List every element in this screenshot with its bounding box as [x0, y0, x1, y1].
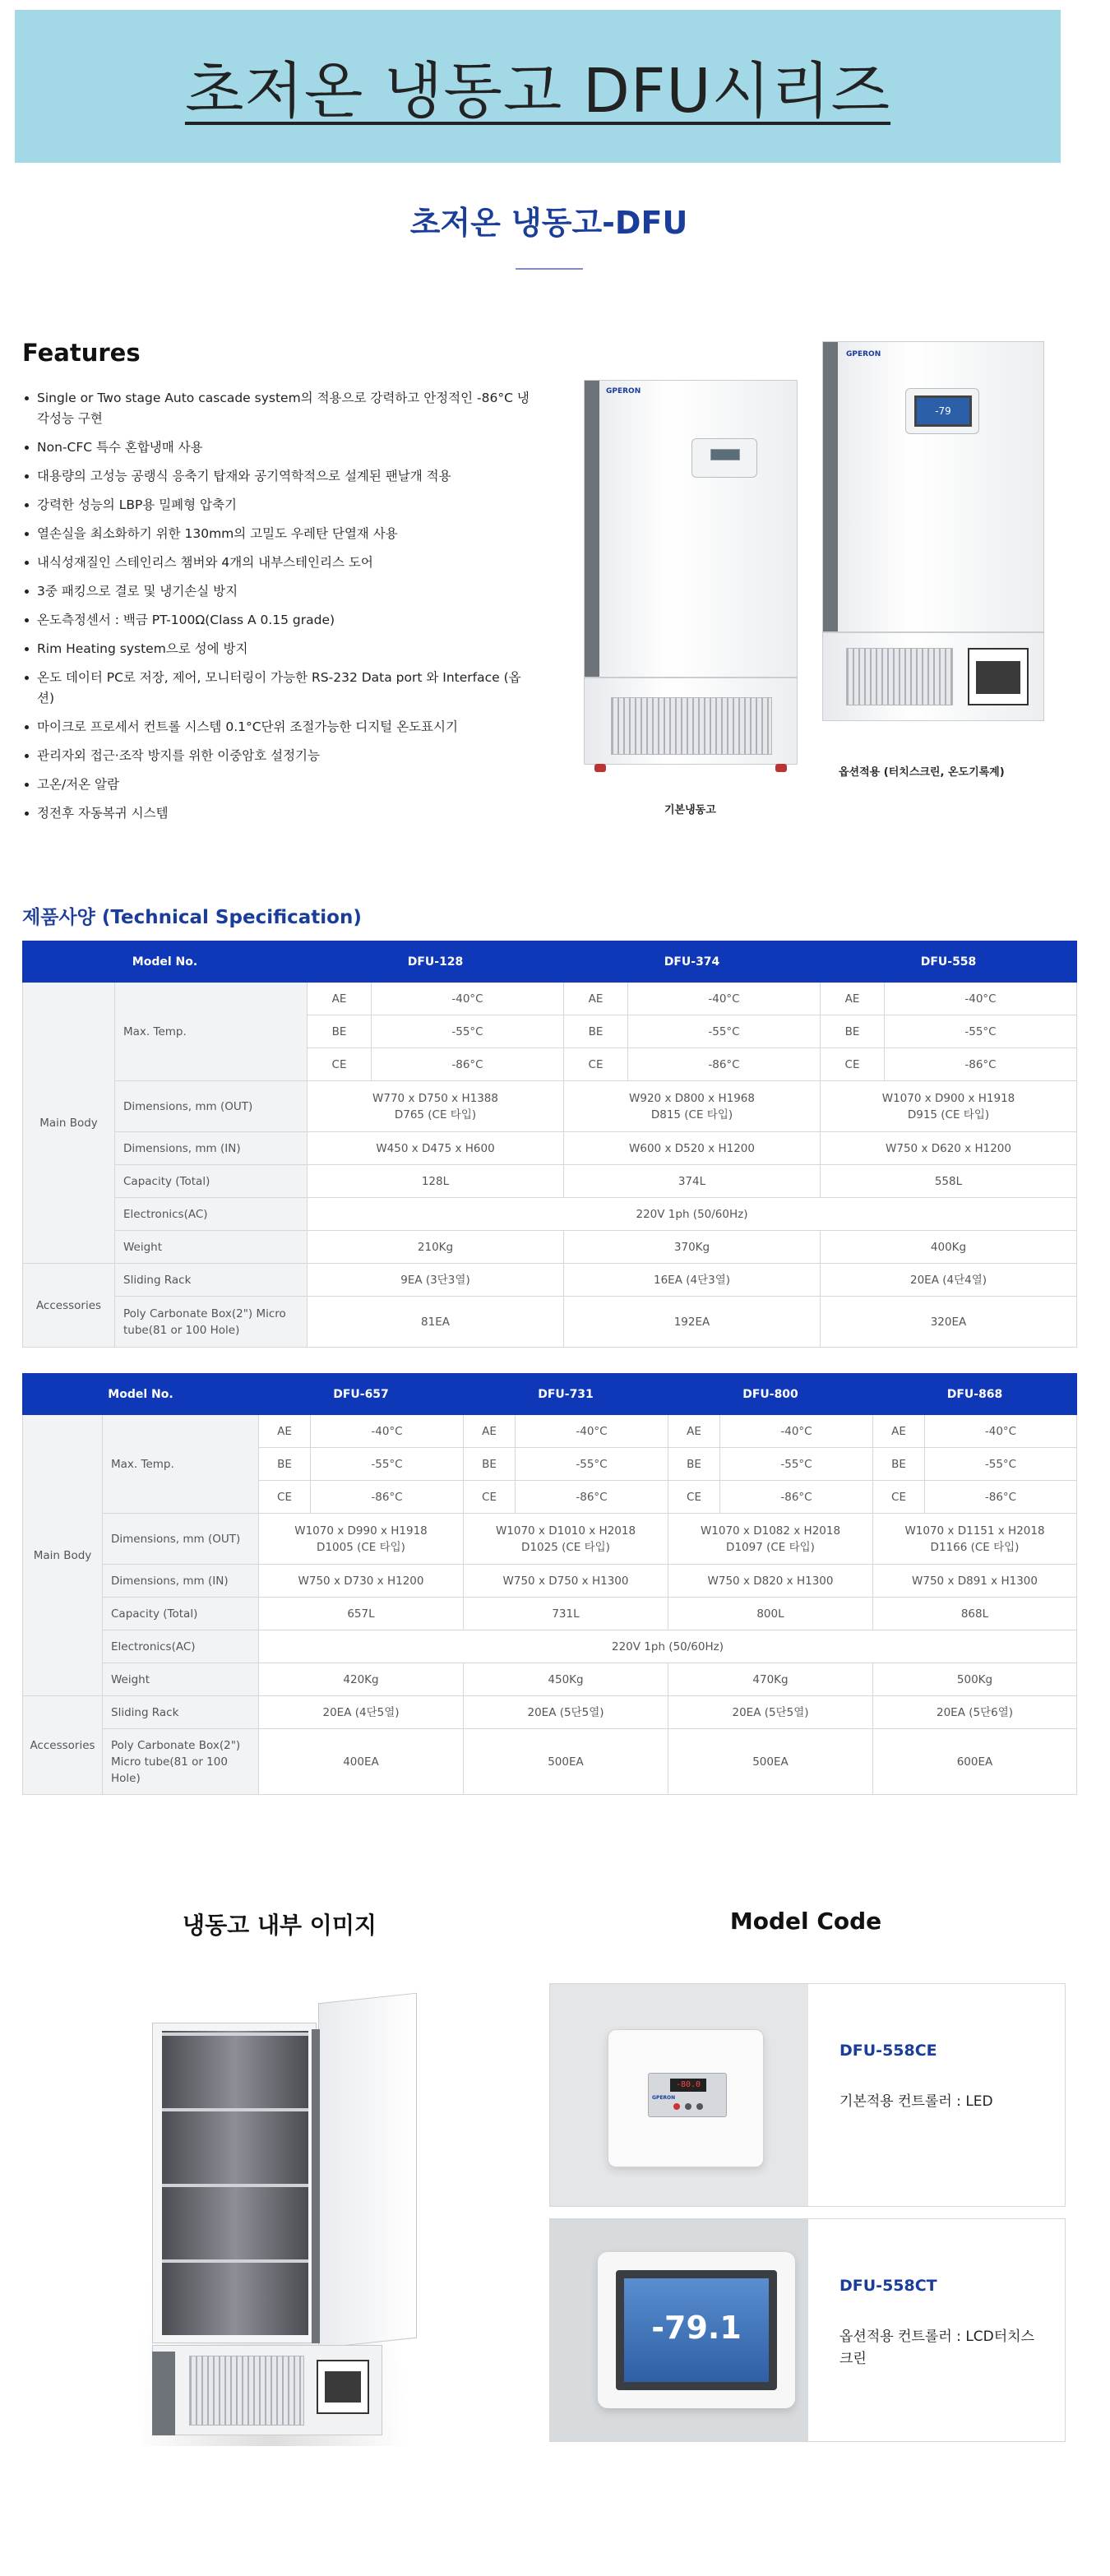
feature-item: 온도측정센서 : 백금 PT-100Ω(Class A 0.15 grade) [22, 610, 532, 631]
feature-item: 강력한 성능의 LBP용 밀폐형 압축기 [22, 495, 532, 516]
max-temp-label: Max. Temp. [115, 983, 308, 1081]
feature-item: Rim Heating system으로 성에 방지 [22, 639, 532, 659]
dim-in-label: Dimensions, mm (IN) [103, 1565, 259, 1598]
freezer-interior-image [111, 1990, 432, 2446]
capacity-label: Capacity (Total) [115, 1165, 308, 1198]
spec-table-2: Model No. DFU-657 DFU-731 DFU-800 DFU-868 Main Body Max. Temp. AE -40°C AE -40°C AE -40°C AE -40°C BE -55°C BE -55°C BE -55°C BE -55°C CE -86°C CE -86°C CE -86°C CE -86°C Dimensions, mm (OUT) W1070 x D990 x H1918 D1005 (CE 타입) W1070 x D1010 x H2018 D1025 (CE 타입) W1070 x D1082 x H2018 D1097 (CE 타입) W1070 x D1151 x H2018 D1166 (CE 타입) Dimensions, mm (IN) W750 x D730 x H1200 W750 x D750 x H1300 W750 x D820 x H1300 W750 x D891 x H1300 Capacity (Total) 657L 731L 800L 868L Electronics(AC) 220V 1ph (50/60Hz) Weight 420Kg 450Kg 470Kg 500Kg Accessories Sliding Rack 20EA (4단5열) 20EA (5단5열) 20EA (5단5열) 20EA (5단6열) Poly Carbonate Box(2") Micro tube(81 or 100 Hole) 400EA 500EA 500EA 600EA [22, 1373, 1077, 1795]
interior-heading: 냉동고 내부 이미지 [183, 1912, 377, 1939]
model-code-card [549, 2218, 1066, 2442]
feature-item: 정전후 자동복귀 시스템 [22, 803, 532, 824]
feature-item: Non-CFC 특수 혼합냉매 사용 [22, 437, 532, 458]
electronics-label: Electronics(AC) [115, 1198, 308, 1231]
feature-item: 마이크로 프로세서 컨트롤 시스템 0.1°C단위 조절가능한 디지털 온도표시기 [22, 717, 532, 738]
model-code-description: 기본적용 컨트롤러 : LED [839, 2093, 993, 2110]
model-code-heading: Model Code [729, 1908, 882, 1935]
lcd-controller-image: -79.1 [550, 2219, 808, 2441]
electronics-label: Electronics(AC) [103, 1630, 259, 1663]
title-banner [15, 10, 1061, 163]
feature-item: 대용량의 고성능 공랭식 응축기 탑재와 공기역학적으로 설계된 팬날개 적용 [22, 466, 532, 487]
features-heading: Features [22, 339, 141, 367]
main-body-label: Main Body [23, 983, 115, 1264]
accessories-label: Accessories [23, 1264, 115, 1348]
accessories-label: Accessories [23, 1696, 103, 1795]
model-code-card [549, 1983, 1066, 2207]
model-header: DFU-657 [259, 1374, 464, 1415]
option-freezer-illustration: GPERON -79 [822, 341, 1044, 721]
model-header: DFU-800 [668, 1374, 873, 1415]
model-header: DFU-731 [464, 1374, 668, 1415]
feature-item: 내식성재질인 스테인리스 챔버와 4개의 내부스테인리스 도어 [22, 553, 532, 573]
feature-item: 고온/저온 알람 [22, 775, 532, 795]
weight-label: Weight [115, 1231, 308, 1264]
feature-item: 관리자외 접근·조작 방지를 위한 이중암호 설정기능 [22, 746, 532, 766]
feature-item: 3중 패킹으로 결로 및 냉기손실 방지 [22, 581, 532, 602]
spec-heading: 제품사양 (Technical Specification) [22, 907, 362, 928]
weight-label: Weight [103, 1663, 259, 1696]
feature-item: Single or Two stage Auto cascade system의 적용으로 강력하고 안정적인 -86°C 냉각성능 구현 [22, 388, 532, 429]
model-no-header: Model No. [23, 941, 308, 983]
page-title: 초저온 냉동고 DFU시리즈 [184, 56, 891, 127]
features-list [22, 388, 532, 832]
model-code-label: DFU-558CT [839, 2277, 937, 2295]
model-code-label: DFU-558CE [839, 2042, 937, 2060]
dim-out-label: Dimensions, mm (OUT) [115, 1081, 308, 1132]
model-no-header: Model No. [23, 1374, 259, 1415]
subtitle-divider [516, 268, 583, 270]
sliding-rack-label: Sliding Rack [115, 1264, 308, 1297]
spec-table-1: Model No. DFU-128 DFU-374 DFU-558 Main Body Max. Temp. AE -40°C AE -40°C AE -40°C BE -55°C BE -55°C BE -55°C CE -86°C CE -86°C CE -86°C Dimensions, mm (OUT) W770 x D750 x H1388 D765 (CE 타입) W920 x D800 x H1968 D815 (CE 타입) W1070 x D900 x H1918 D915 (CE 타입) Dimensions, mm (IN) W450 x D475 x H600 W600 x D520 x H1200 W750 x D620 x H1200 Capacity (Total) 128L 374L 558L Electronics(AC) 220V 1ph (50/60Hz) Weight 210Kg 370Kg 400Kg Accessories Sliding Rack 9EA (3단3열) 16EA (4단3열) 20EA (4단4열) Poly Carbonate Box(2") Micro tube(81 or 100 Hole) 81EA 192EA 320EA [22, 941, 1077, 1348]
dim-in-label: Dimensions, mm (IN) [115, 1132, 308, 1165]
feature-item: 온도 데이터 PC로 저장, 제어, 모니터링이 가능한 RS-232 Data port 와 Interface (옵션) [22, 668, 532, 709]
led-controller-image: -80.0 GPERON [550, 1984, 808, 2206]
model-header: DFU-558 [821, 941, 1077, 983]
feature-item: 열손실을 최소화하기 위한 130mm의 고밀도 우레탄 단열재 사용 [22, 524, 532, 544]
section-subtitle: 초저온 냉동고-DFU [409, 205, 688, 241]
model-header: DFU-868 [873, 1374, 1077, 1415]
model-code-description: 옵션적용 컨트롤러 : LCD터치스크린 [839, 2329, 1035, 2367]
dim-out-label: Dimensions, mm (OUT) [103, 1514, 259, 1565]
sliding-rack-label: Sliding Rack [103, 1696, 259, 1729]
capacity-label: Capacity (Total) [103, 1598, 259, 1630]
max-temp-label: Max. Temp. [103, 1415, 259, 1514]
model-header: DFU-374 [564, 941, 821, 983]
caption-basic-freezer: 기본냉동고 [664, 804, 716, 816]
freezer-product-image [567, 329, 1077, 830]
poly-box-label: Poly Carbonate Box(2") Micro tube(81 or 100 Hole) [115, 1297, 308, 1348]
caption-option-freezer: 옵션적용 (터치스크린, 온도기록계) [839, 766, 1005, 779]
model-header: DFU-128 [308, 941, 564, 983]
poly-box-label: Poly Carbonate Box(2") Micro tube(81 or 100 Hole) [103, 1729, 259, 1795]
basic-freezer-illustration: GPERON [584, 380, 798, 765]
main-body-label: Main Body [23, 1415, 103, 1696]
